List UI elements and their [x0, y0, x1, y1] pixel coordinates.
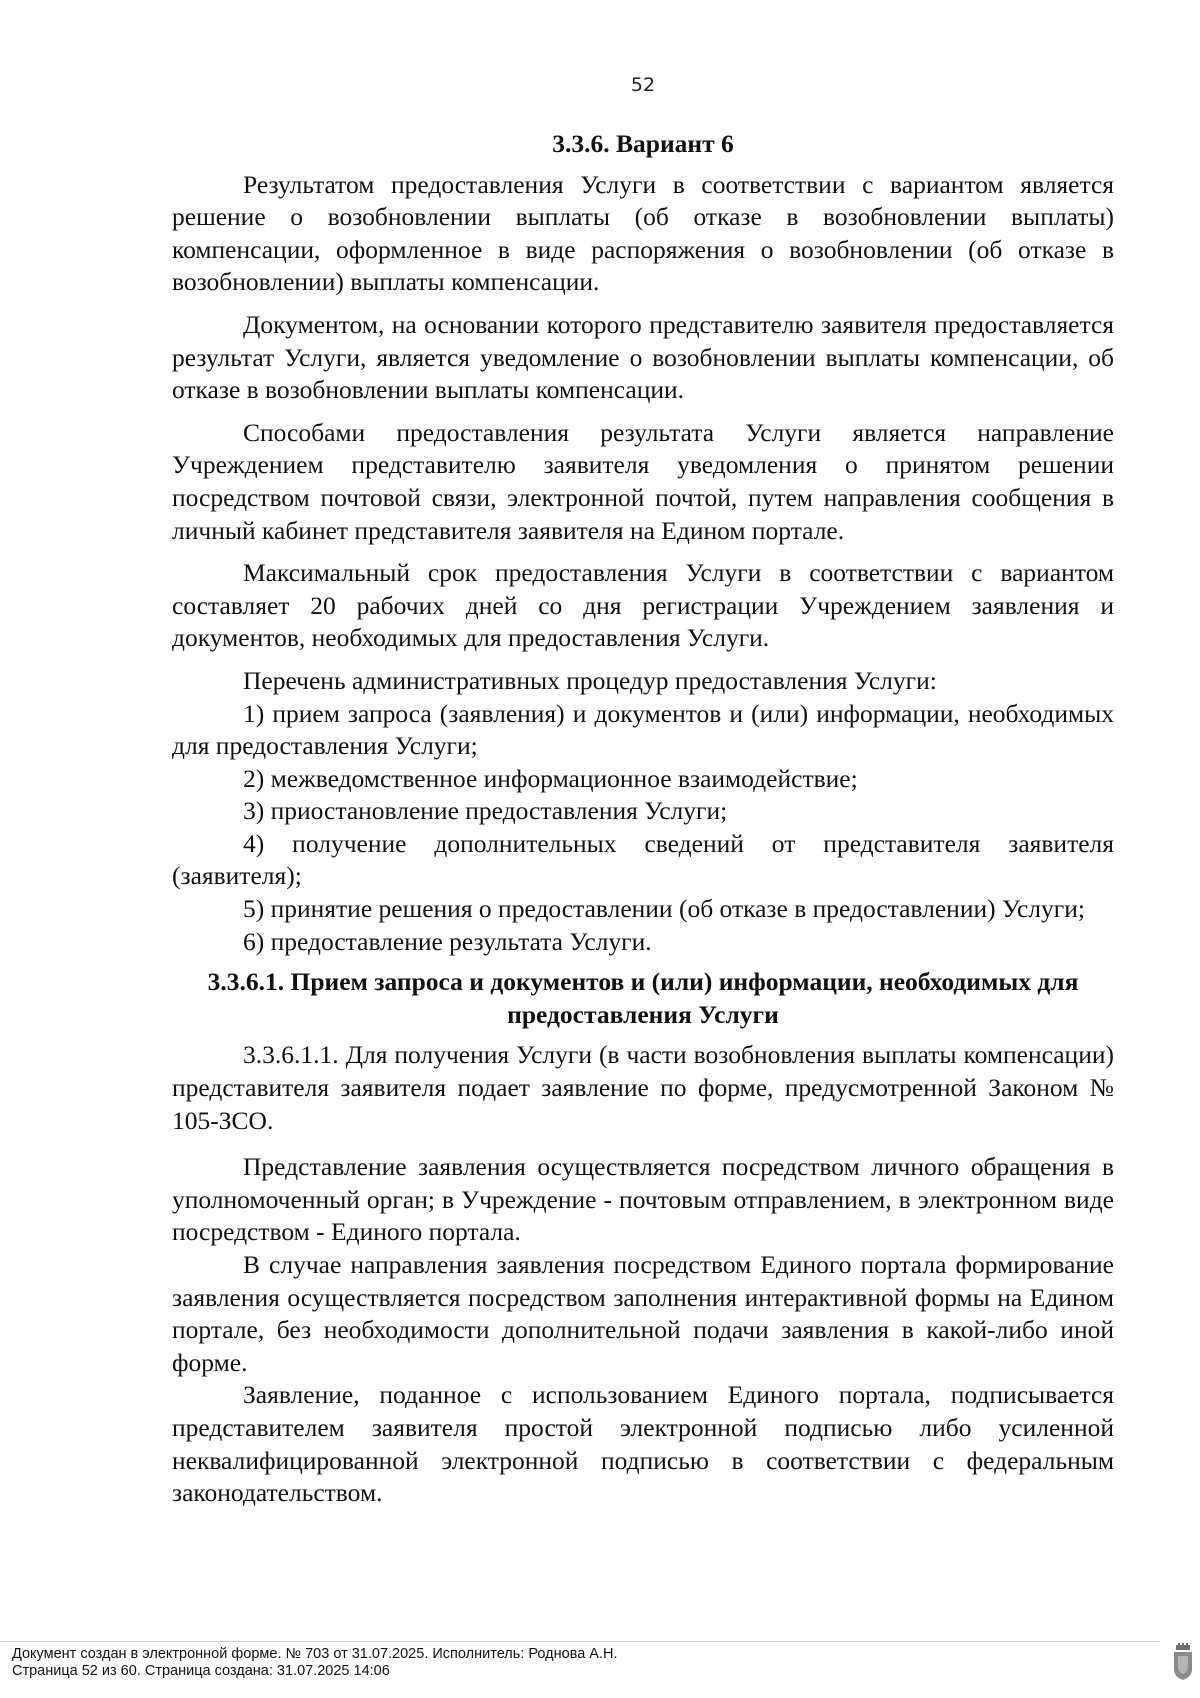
paragraph: Представление заявления осуществляется посредством личного обращения в уполномоченный орган; в Учреждение - почтовым отправлением, в электронном виде посредством - Единого портала.	[172, 1152, 1114, 1247]
paragraph: Заявление, поданное с использованием Единого портала, подписывается представителем заявителя простой электронной подписью либо усиленной неквалифицированной электронной подписью в соответствии с федеральным законодательством.	[172, 1380, 1114, 1508]
paragraph: В случае направления заявления посредством Единого портала формирование заявления осуществляется посредством заполнения интерактивной формы на Едином портале, без необходимости дополнительной подачи заявления в какой-либо иной форме.	[172, 1250, 1114, 1377]
footer-divider	[0, 1641, 1160, 1642]
page-number: 52	[630, 74, 656, 96]
paragraph: Результатом предоставления Услуги в соответствии с вариантом является решение о возобновлении выплаты (об отказе в возобновлении выплаты) компенсации, оформленное в виде распоряжения о возобновлении (об отказе в возобновлении) выплаты компенсации.	[172, 169, 1114, 297]
paragraph: Способами предоставления результата Услуги является направление Учреждением представителю заявителя уведомления о принятом решении посредством почтовой связи, электронной почтой, путем направления сообщения в личный кабинет представителя заявителя на Едином портале.	[172, 417, 1114, 545]
footer-line-document: Документ создан в электронной форме. № 703 от 31.07.2025. Исполнитель: Роднова А.Н.	[12, 1646, 618, 1662]
procedure-item: 6) предоставление результата Услуги.	[243, 926, 652, 956]
paragraph: Документом, на основании которого представителю заявителя предоставляется результат Услуги, является уведомление о возобновлении выплаты компенсации, об отказе в возобновлении выплаты компенсации.	[172, 309, 1114, 405]
section-title: 3.3.6. Вариант 6	[552, 129, 734, 158]
coat-of-arms-icon	[1172, 1643, 1194, 1681]
paragraph: Максимальный срок предоставления Услуги в соответствии с вариантом составляет 20 рабочих дней со дня регистрации Учреждением заявления и документов, необходимых для предоставления Услуги.	[172, 558, 1114, 653]
procedure-item: 5) принятие решения о предоставлении (об отказе в предоставлении) Услуги;	[243, 894, 1085, 924]
footer-line-page: Страница 52 из 60. Страница создана: 31.07.2025 14:06	[12, 1663, 390, 1679]
procedure-item: 4) получение дополнительных сведений от представителя заявителя (заявителя);	[172, 828, 1114, 891]
document-footer	[12, 1646, 618, 1680]
document-body	[172, 128, 1114, 1510]
procedure-item: 1) прием запроса (заявления) и документов и (или) информации, необходимых для предоставления Услуги;	[172, 698, 1114, 761]
procedures-intro: Перечень административных процедур предоставления Услуги:	[243, 665, 937, 695]
procedure-item: 3) приостановление предоставления Услуги;	[243, 796, 728, 826]
subsection-title: 3.3.6.1. Прием запроса и документов и (или) информации, необходимых для предоставления Услуги	[207, 967, 1079, 1029]
procedure-item: 2) межведомственное информационное взаимодействие;	[243, 763, 858, 793]
paragraph: 3.3.6.1.1. Для получения Услуги (в части возобновления выплаты компенсации) представителя заявителя подает заявление по форме, предусмотренной Законом № 105-ЗСО.	[172, 1040, 1114, 1135]
